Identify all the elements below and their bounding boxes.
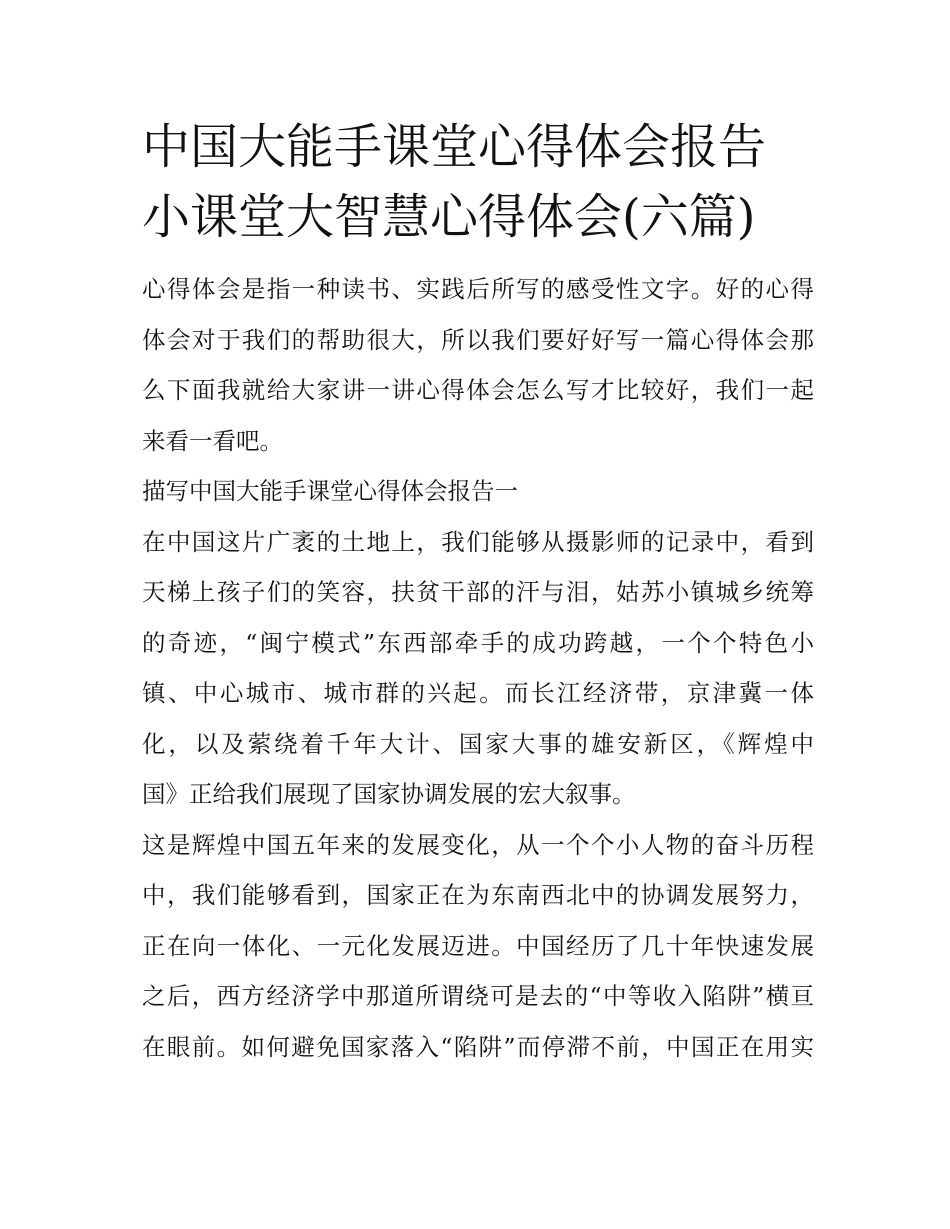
section-heading: 描写中国大能手课堂心得体会报告一: [142, 477, 518, 505]
text-line: 来看一看吧。: [142, 426, 283, 455]
text-line: 的奇迹，“闽宁模式”东西部牵手的成功跨越，一个个特色小: [142, 628, 814, 657]
text-line: 在中国这片广袤的土地上，我们能够从摄影师的记录中，看到: [142, 527, 814, 556]
text-line: 镇、中心城市、城市群的兴起。而长江经济带，京津冀一体: [142, 679, 814, 707]
text-line: 体会对于我们的帮助很大，所以我们要好好写一篇心得体会那: [142, 325, 814, 354]
body-paragraph-1: [142, 517, 814, 820]
text-line: 之后，西方经济学中那道所谓绕可是去的“中等收入陷阱”横亘: [142, 982, 814, 1010]
text-line: 么下面我就给大家讲一讲心得体会怎么写才比较好，我们一起: [142, 376, 814, 404]
text-line: 天梯上孩子们的笑容，扶贫干部的汗与泪，姑苏小镇城乡统筹: [142, 578, 814, 606]
text-line: 正在向一体化、一元化发展迈进。中国经历了几十年快速发展: [142, 931, 814, 960]
text-line: 中，我们能够看到，国家正在为东南西北中的协调发展努力，: [142, 881, 814, 909]
text-line: 国》正给我们展现了国家协调发展的宏大叙事。: [142, 780, 636, 808]
document-page: [142, 112, 814, 1072]
body-paragraph-2: [142, 820, 814, 1073]
text-line: 这是辉煌中国五年来的发展变化，从一个个小人物的奋斗历程: [142, 830, 814, 859]
intro-paragraph: [142, 264, 814, 466]
text-line: 在眼前。如何避免国家落入“陷阱”而停滞不前，中国正在用实: [142, 1032, 814, 1061]
title-line-2: 小课堂大智慧心得体会(六篇): [142, 189, 756, 245]
title-line-1: 中国大能手课堂心得体会报告: [142, 119, 767, 175]
text-line: 化，以及萦绕着千年大计、国家大事的雄安新区，《辉煌中: [142, 729, 814, 758]
text-line: 心得体会是指一种读书、实践后所写的感受性文字。好的心得: [142, 275, 814, 303]
document-title: [142, 112, 814, 252]
